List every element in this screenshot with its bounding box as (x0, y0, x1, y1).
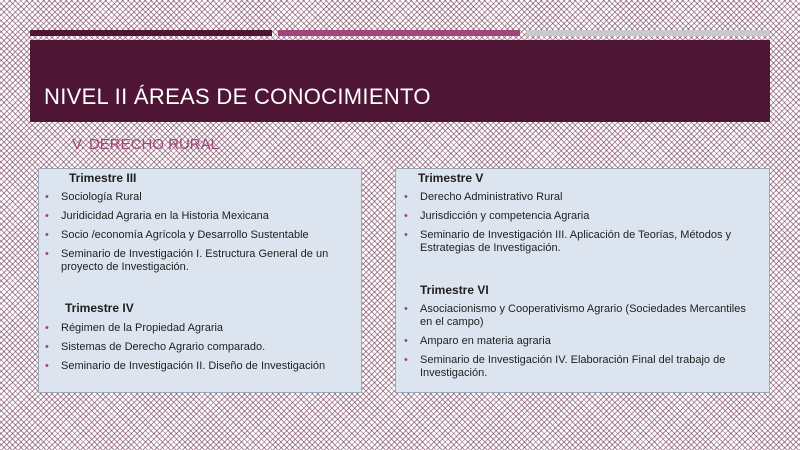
trimestre-iii-group (69, 171, 359, 185)
list-item: • Socio /economía Agrícola y Desarrollo Sustentable (39, 229, 357, 242)
accent-bar-dark (30, 30, 272, 36)
list-item: • Seminario de Investigación III. Aplicación de Teorías, Métodos y Estrategias de Investigación. (398, 229, 758, 255)
accent-bar-gray (526, 30, 770, 36)
section-subtitle: V. DERECHO RURAL (72, 136, 219, 153)
list-item: • Seminario de Investigación I. Estructura General de un proyecto de Investigación. (39, 248, 357, 274)
trimestre-vi-heading: Trimestre VI (420, 283, 489, 297)
list-item: • Sistemas de Derecho Agrario comparado. (39, 341, 357, 354)
list-item: • Juridicidad Agraria en la Historia Mexicana (39, 210, 357, 223)
trimestre-vi-list (398, 303, 758, 386)
trimestre-iii-list (39, 191, 357, 280)
title-band (30, 40, 770, 122)
right-course-box (395, 168, 770, 393)
trimestre-v-heading: Trimestre V (418, 171, 484, 185)
trimestre-v-group (418, 171, 483, 185)
list-item: • Régimen de la Propiedad Agraria (39, 322, 357, 335)
trimestre-iv-heading: Trimestre IV (65, 301, 134, 315)
trimestre-iii-heading: Trimestre III (69, 171, 137, 185)
list-item: • Amparo en materia agraria (398, 335, 758, 348)
list-item: • Sociología Rural (39, 191, 357, 204)
trimestre-iv-list (39, 322, 357, 379)
list-item: • Derecho Administrativo Rural (398, 191, 758, 204)
left-course-box (38, 168, 362, 393)
accent-bar-magenta (278, 30, 520, 36)
list-item: • Seminario de Investigación II. Diseño de Investigación (39, 360, 357, 373)
trimestre-v-list (398, 191, 758, 261)
list-item: • Asociacionismo y Cooperativismo Agrario (Sociedades Mercantiles en el campo) (398, 303, 758, 329)
slide-title: NIVEL II ÁREAS DE CONOCIMIENTO (44, 84, 431, 109)
list-item: • Seminario de Investigación IV. Elaboración Final del trabajo de Investigación. (398, 354, 758, 380)
trimestre-vi-group (420, 283, 489, 297)
list-item: • Jurisdicción y competencia Agraria (398, 210, 758, 223)
trimestre-iv-group (65, 301, 134, 315)
